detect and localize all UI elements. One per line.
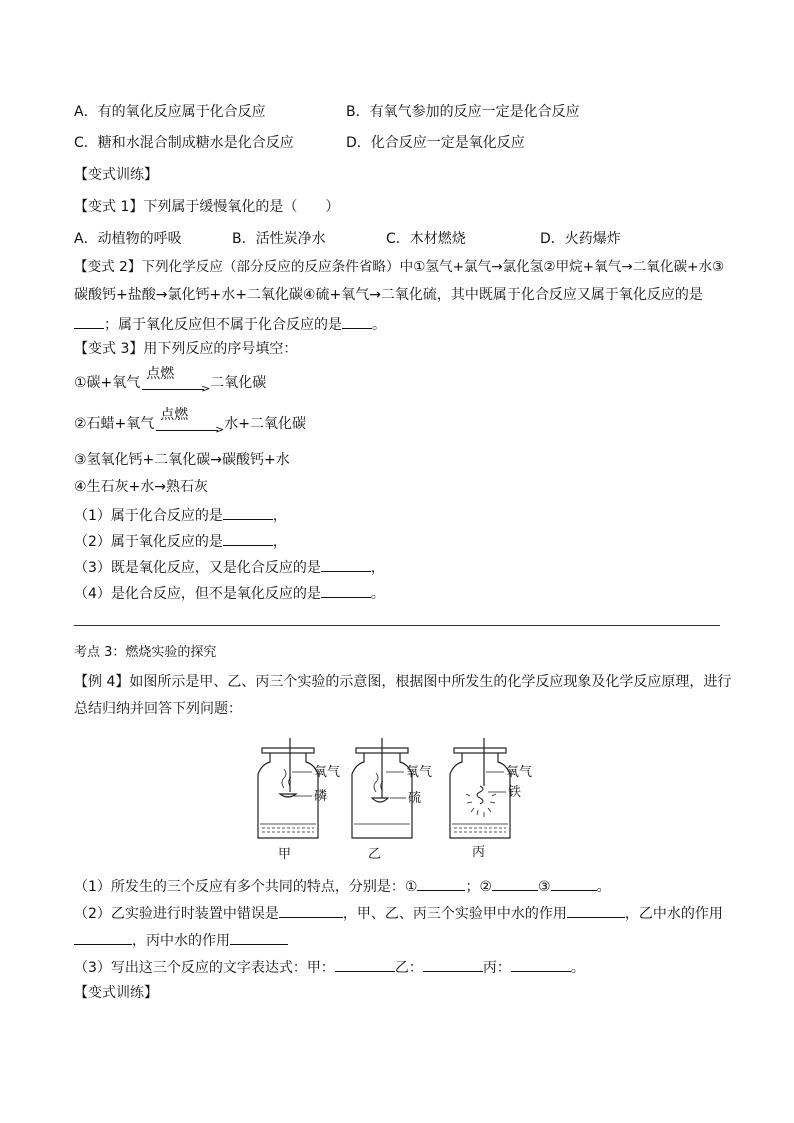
variant1-option-c: C．木材燃烧 <box>386 231 466 247</box>
ignite-arrow: 点燃 > <box>140 374 210 392</box>
q3-text: （3）既是氧化反应，又是化合反应的是 <box>74 560 321 576</box>
yi-substance-label: 硫 <box>408 791 422 806</box>
reaction-3: ③氢氧化钙+二氧化碳→碳酸钙+水 <box>74 452 290 468</box>
yi-gas-label: 氧气 <box>406 765 433 780</box>
q4-text: （4）是化合反应，但不是氧化反应的是 <box>74 586 321 602</box>
option-c: C．糖和水混合制成糖水是化合反应 <box>74 135 294 151</box>
answer-blank[interactable] <box>321 583 371 598</box>
answer-blank[interactable] <box>223 505 273 520</box>
period: 。 <box>372 317 386 333</box>
answer-blank[interactable] <box>551 876 597 891</box>
q2-part-c: ，乙中水的作用 <box>624 906 723 922</box>
reaction-1-left: ①碳+氧气 <box>74 375 141 391</box>
training-header-2: 【变式训练】 <box>74 985 158 1001</box>
example4-q3 <box>74 957 585 977</box>
variant3-q2 <box>74 531 287 551</box>
q3-part-d: 。 <box>570 960 585 976</box>
section-divider <box>74 625 720 626</box>
training-header: 【变式训练】 <box>74 167 158 183</box>
answer-blank[interactable] <box>423 957 483 972</box>
reaction-2-right: 水+二氧化碳 <box>224 416 307 432</box>
variant2-line1: 【变式 2】下列化学反应（部分反应的反应条件省略）中①氢气+氯气→氯化氢②甲烷+氧气→二氧化碳+水③ <box>74 259 725 275</box>
answer-blank[interactable] <box>321 557 371 572</box>
variant1-option-d: D．火药爆炸 <box>540 231 621 247</box>
reaction-1-right: 二氧化碳 <box>210 375 267 391</box>
variant3-stem: 【变式 3】用下列反应的序号填空： <box>74 341 298 357</box>
answer-blank[interactable] <box>74 930 132 945</box>
q1-end: ， <box>272 508 287 524</box>
option-b: B．有氧气参加的反应一定是化合反应 <box>346 104 580 120</box>
reaction-4: ④生石灰+水→熟石灰 <box>74 479 209 495</box>
variant2-line2: 碳酸钙+盐酸→氯化钙+水+二氧化碳④硫+氧气→二氧化硫，其中既属于化合反应又属于氧化反应的是 <box>74 287 703 303</box>
answer-blank[interactable] <box>567 903 625 918</box>
ignite-arrow: 点燃 > <box>154 415 224 433</box>
q1-text: （1）属于化合反应的是 <box>74 508 223 524</box>
q1-part-a: （1）所发生的三个反应有多个共同的特点，分别是：① <box>74 879 418 895</box>
q3-part-c: 丙： <box>482 960 511 976</box>
q2-part-b: ，甲、乙、丙三个实验甲中水的作用 <box>342 906 567 922</box>
jar-jia <box>258 738 318 838</box>
q2-part-a: （2）乙实验进行时装置中错误是 <box>74 906 279 922</box>
answer-blank[interactable] <box>417 876 465 891</box>
option-d: D．化合反应一定是氧化反应 <box>346 135 525 151</box>
q3-part-b: 乙： <box>394 960 423 976</box>
example4-line2: 总结归纳并回答下列问题： <box>74 701 242 717</box>
experiment-figure <box>248 738 558 862</box>
option-a: A．有的氧化反应属于化合反应 <box>74 104 266 120</box>
answer-blank[interactable] <box>342 314 372 329</box>
q2-part-d: ，丙中水的作用 <box>132 933 230 949</box>
q2-text: （2）属于氧化反应的是 <box>74 534 223 550</box>
answer-blank[interactable] <box>230 930 288 945</box>
variant1-stem: 【变式 1】下列属于缓慢氧化的是（ ） <box>74 199 340 215</box>
jia-gas-label: 氧气 <box>314 765 341 780</box>
q3-part-a: （3）写出这三个反应的文字表达式：甲： <box>74 960 335 976</box>
answer-blank[interactable] <box>279 903 343 918</box>
q4-end: 。 <box>370 586 385 602</box>
example4-q2 <box>74 903 723 923</box>
label-jia: 甲 <box>278 847 292 862</box>
section-title: 考点 3：燃烧实验的探究 <box>74 645 217 660</box>
variant1-option-b: B．活性炭净水 <box>232 231 326 247</box>
bing-gas-label: 氧气 <box>506 765 533 780</box>
answer-blank[interactable] <box>74 314 104 329</box>
example4-line1: 【例 4】如图所示是甲、乙、丙三个实验的示意图，根据图中所发生的化学反应现象及化学反应原理，进行 <box>74 674 732 690</box>
condition-label: 点燃 <box>160 407 189 423</box>
label-yi: 乙 <box>368 847 382 862</box>
variant3-q3 <box>74 557 385 577</box>
answer-blank[interactable] <box>511 957 571 972</box>
variant3-q4 <box>74 583 385 603</box>
variant2-line3 <box>74 314 386 334</box>
answer-blank[interactable] <box>223 531 273 546</box>
answer-blank[interactable] <box>335 957 395 972</box>
q3-end: ， <box>370 560 385 576</box>
condition-label: 点燃 <box>146 366 175 382</box>
q1-part-d: 。 <box>596 879 611 895</box>
jar-bing <box>450 738 510 838</box>
variant1-option-a: A．动植物的呼吸 <box>74 231 182 247</box>
reaction-2 <box>74 407 307 436</box>
label-bing: 丙 <box>472 845 486 860</box>
example4-q1 <box>74 876 611 896</box>
reaction-2-left: ②石蜡+氧气 <box>74 416 155 432</box>
q1-part-c: ③ <box>538 879 551 895</box>
example4-q2-cont <box>74 930 288 950</box>
q1-part-b: ；② <box>465 879 493 895</box>
jar-yi <box>352 738 412 838</box>
q2-end: ， <box>272 534 287 550</box>
reaction-1 <box>74 366 267 395</box>
variant3-q1 <box>74 505 287 525</box>
jia-substance-label: 磷 <box>314 789 328 804</box>
answer-blank[interactable] <box>492 876 538 891</box>
bing-substance-label: 铁 <box>508 785 522 800</box>
variant2-line3-text: ；属于氧化反应但不属于化合反应的是 <box>104 317 342 333</box>
